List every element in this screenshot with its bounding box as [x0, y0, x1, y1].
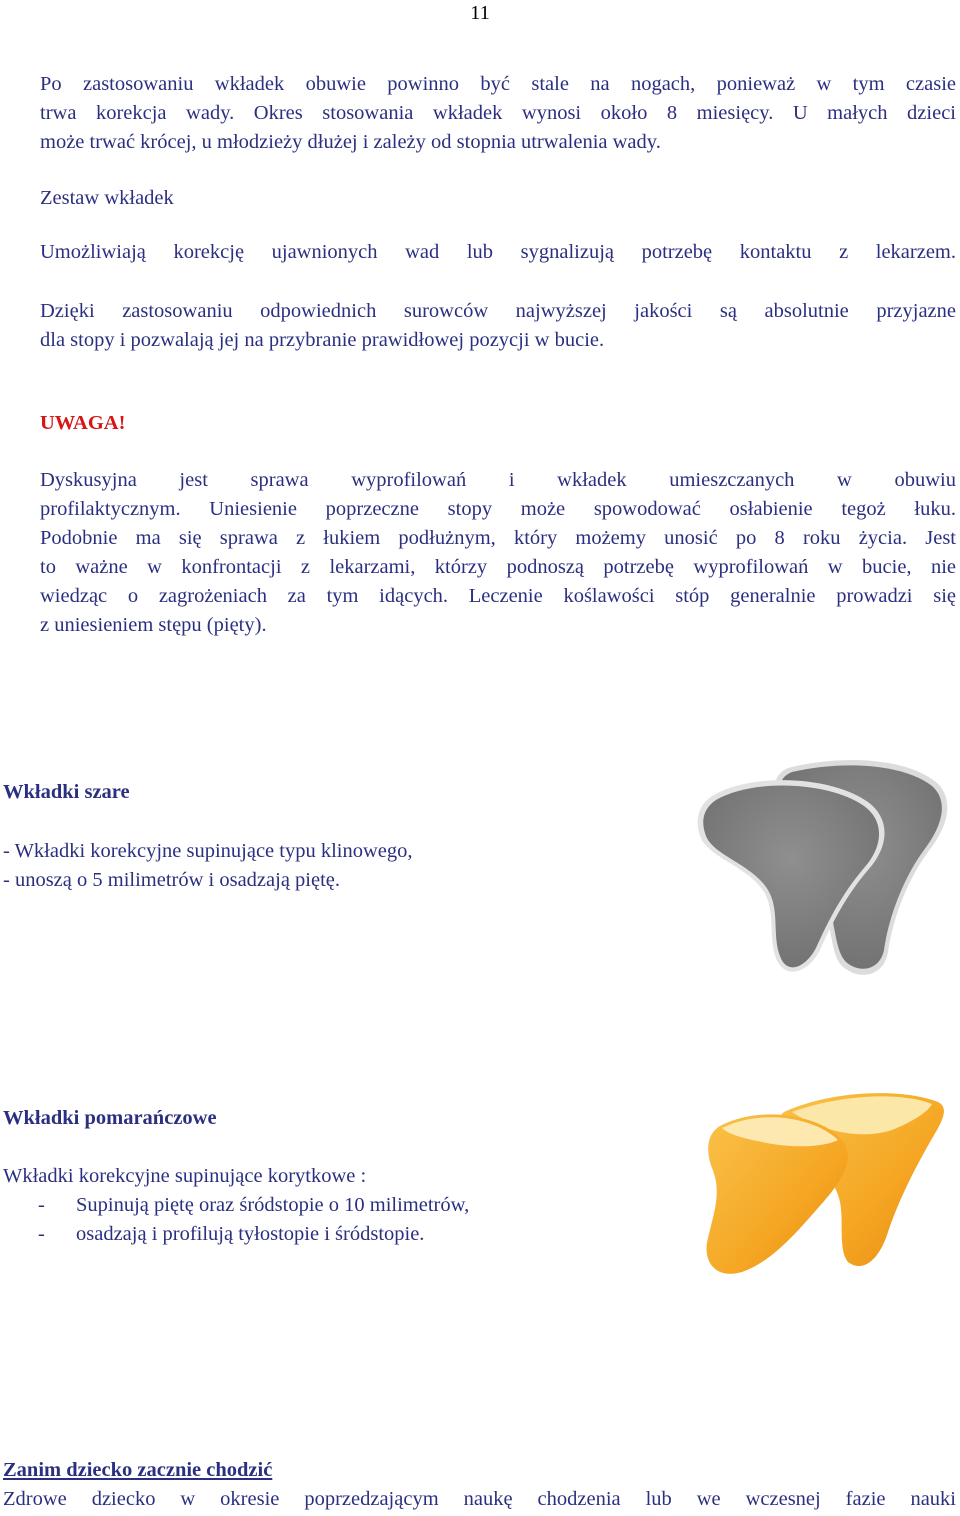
zestaw-paragraph-2: [40, 297, 956, 355]
page-number: 11: [470, 2, 490, 24]
zestaw-heading: Zestaw wkładek: [40, 187, 174, 209]
zanim-paragraph: [3, 1485, 956, 1514]
zestaw-para2-line: dla stopy i pozwalają jej na przybranie prawidłowej pozycji w bucie.: [40, 329, 605, 351]
zestaw-paragraph-1: [40, 238, 956, 267]
gray-insoles-image: [692, 752, 952, 982]
list-item-text: osadzają i profilują tyłostopie i śródstopie.: [76, 1223, 425, 1245]
intro-paragraph: [40, 70, 956, 157]
list-dash: -: [38, 1194, 45, 1216]
uwaga-line: z uniesieniem stępu (pięty).: [40, 614, 267, 636]
uwaga-line: profilaktycznym. Uniesienie poprzeczne stopy może spowodować osłabienie tegoż łuku.: [40, 498, 956, 520]
pomaranczowe-item: [38, 1220, 469, 1249]
pomaranczowe-intro: Wkładki korekcyjne supinujące korytkowe :: [3, 1165, 367, 1187]
szare-list: [3, 837, 413, 895]
uwaga-line: to ważne w konfrontacji z lekarzami, którzy podnoszą potrzebę wyprofilowań w bucie, nie: [40, 556, 956, 578]
uwaga-line: Podobnie ma się sprawa z łukiem podłużnym, który możemy unosić po 8 roku życia. Jest: [40, 527, 956, 549]
list-dash: -: [38, 1223, 45, 1245]
uwaga-heading: UWAGA!: [40, 412, 126, 434]
pomaranczowe-item: [38, 1191, 469, 1220]
pomaranczowe-heading: Wkładki pomarańczowe: [3, 1107, 217, 1129]
szare-heading: Wkładki szare: [3, 781, 130, 803]
uwaga-line: wiedząc o zagrożeniach za tym idących. Leczenie koślawości stóp generalnie prowadzi się: [40, 585, 956, 607]
list-item-text: Supinują piętę oraz śródstopie o 10 milimetrów,: [76, 1194, 470, 1216]
zanim-heading: Zanim dziecko zacznie chodzić: [3, 1459, 273, 1481]
intro-line: może trwać krócej, u młodzieży dłużej i zależy od stopnia utrwalenia wady.: [40, 131, 661, 153]
uwaga-line: Dyskusyjna jest sprawa wyprofilowań i wkładek umieszczanych w obuwiu: [40, 469, 956, 491]
zanim-line: Zdrowe dziecko w okresie poprzedzającym naukę chodzenia lub we wczesnej fazie nauki: [3, 1488, 956, 1510]
uwaga-paragraph: [40, 466, 956, 640]
orange-insoles-image: [692, 1082, 952, 1282]
szare-item: - Wkładki korekcyjne supinujące typu klinowego,: [3, 840, 413, 862]
pomaranczowe-list: [38, 1191, 469, 1249]
intro-line: trwa korekcja wady. Okres stosowania wkładek wynosi około 8 miesięcy. U małych dzieci: [40, 102, 956, 124]
intro-line: Po zastosowaniu wkładek obuwie powinno być stale na nogach, ponieważ w tym czasie: [40, 73, 956, 95]
szare-item: - unoszą o 5 milimetrów i osadzają piętę.: [3, 869, 341, 891]
zestaw-para2-line: Dzięki zastosowaniu odpowiednich surowców najwyższej jakości są absolutnie przyjazne: [40, 300, 956, 322]
zestaw-para1-line: Umożliwiają korekcję ujawnionych wad lub sygnalizują potrzebę kontaktu z lekarzem.: [40, 241, 956, 263]
